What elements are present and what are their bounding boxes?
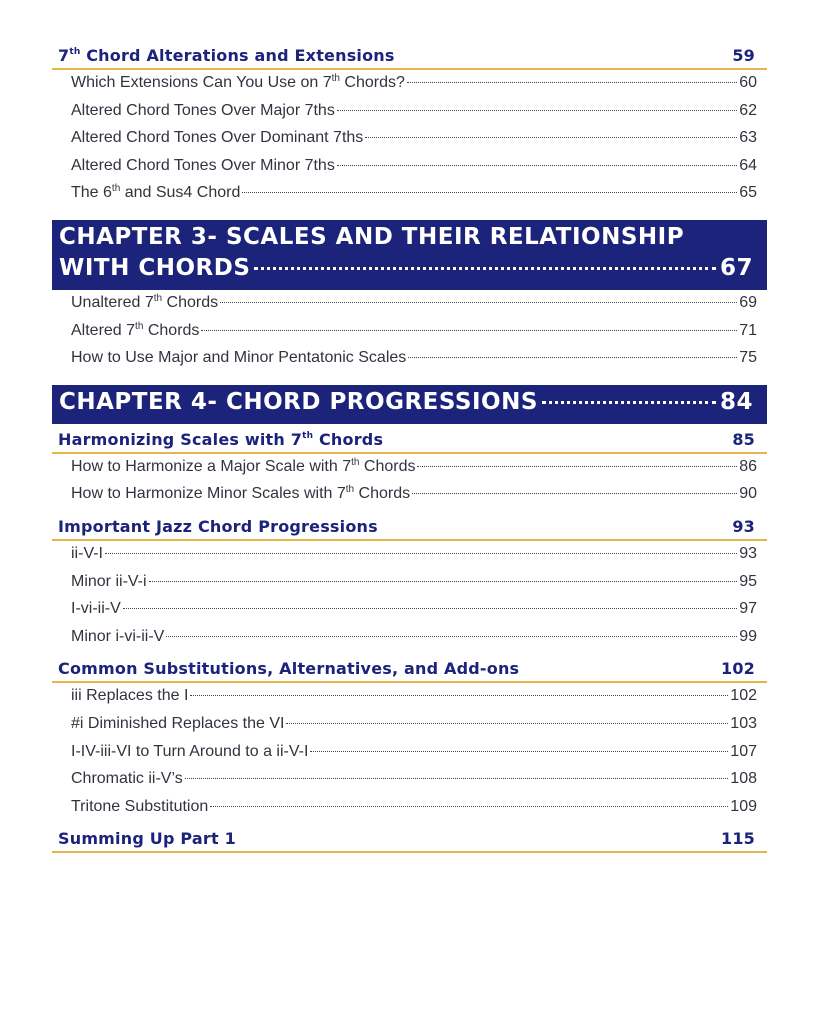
entry-title: How to Harmonize Minor Scales with 7th Chords [71, 484, 411, 503]
entry-page-number: 75 [739, 349, 757, 367]
entry-title: Altered Chord Tones Over Minor 7ths [71, 156, 335, 174]
section-page-number: 85 [732, 429, 755, 449]
entry-list [52, 454, 767, 515]
section-heading[interactable] [52, 515, 767, 541]
section-heading[interactable] [52, 428, 767, 454]
dot-leader [337, 165, 737, 166]
entry-page-number: 86 [739, 457, 757, 475]
entry-title: iii Replaces the I [71, 687, 189, 705]
dot-leader [286, 723, 728, 724]
toc-entry[interactable] [52, 485, 767, 513]
chapter-page-number: 84 [719, 388, 753, 415]
dot-leader [542, 401, 716, 404]
toc-entry[interactable] [52, 743, 767, 771]
entry-page-number: 99 [739, 627, 757, 645]
entry-title: I-vi-ii-V [71, 600, 121, 618]
chapter-title: CHAPTER 4- CHORD PROGRESSIONS [59, 388, 538, 415]
section-heading[interactable] [52, 44, 767, 70]
dot-leader [166, 636, 737, 637]
toc-entry[interactable] [52, 715, 767, 743]
entry-title: ii-V-I [71, 544, 103, 562]
dot-leader [310, 751, 728, 752]
toc-entry[interactable] [52, 102, 767, 130]
dot-leader [254, 267, 716, 270]
entry-page-number: 65 [739, 184, 757, 202]
entry-title: Minor i-vi-ii-V [71, 627, 165, 645]
section-title: Summing Up Part 1 [58, 829, 236, 849]
entry-page-number: 90 [739, 485, 757, 503]
section-title: Important Jazz Chord Progressions [58, 516, 378, 536]
entry-title: How to Harmonize a Major Scale with 7th Chords [71, 456, 416, 475]
entry-title: Chromatic ii-V’s [71, 770, 183, 788]
dot-leader [412, 493, 737, 494]
toc-entry[interactable] [52, 157, 767, 185]
dot-leader [210, 806, 728, 807]
entry-title: Minor ii-V-i [71, 572, 147, 590]
entry-page-number: 108 [730, 770, 757, 788]
entry-page-number: 64 [739, 156, 757, 174]
toc-entry[interactable] [52, 687, 767, 715]
section-page-number: 115 [721, 829, 755, 849]
dot-leader [417, 466, 737, 467]
entry-page-number: 109 [730, 797, 757, 815]
dot-leader [185, 778, 729, 779]
dot-leader [201, 330, 737, 331]
entry-title: The 6th and Sus4 Chord [71, 183, 241, 202]
dot-leader [149, 581, 738, 582]
section-heading[interactable] [52, 827, 767, 853]
section-page-number: 93 [732, 516, 755, 536]
toc-entry[interactable] [52, 184, 767, 212]
toc-entry[interactable] [52, 294, 767, 322]
toc-entry[interactable] [52, 600, 767, 628]
entry-page-number: 69 [739, 293, 757, 311]
toc-entry[interactable] [52, 770, 767, 798]
chapter-heading[interactable] [52, 385, 767, 424]
chapter-page-number: 67 [719, 254, 753, 281]
entry-page-number: 102 [730, 687, 757, 705]
toc-entry[interactable] [52, 458, 767, 486]
entry-title: Altered Chord Tones Over Major 7ths [71, 101, 335, 119]
dot-leader [337, 110, 737, 111]
entry-title: Tritone Substitution [71, 797, 209, 815]
toc-entry[interactable] [52, 129, 767, 157]
toc-entry[interactable] [52, 349, 767, 377]
entry-title: #i Diminished Replaces the VI [71, 714, 285, 732]
entry-title: I-IV-iii-VI to Turn Around to a ii-V-I [71, 742, 309, 760]
entry-title: Unaltered 7th Chords [71, 292, 219, 311]
dot-leader [105, 553, 737, 554]
entry-list [52, 290, 767, 379]
entry-page-number: 62 [739, 101, 757, 119]
entry-title: Which Extensions Can You Use on 7th Chords? [71, 73, 405, 91]
entry-page-number: 95 [739, 572, 757, 590]
entry-page-number: 103 [730, 714, 757, 732]
toc-entry[interactable] [52, 545, 767, 573]
dot-leader [220, 302, 737, 303]
entry-page-number: 107 [730, 742, 757, 760]
toc-entry[interactable] [52, 798, 767, 826]
dot-leader [123, 608, 737, 609]
toc-entry[interactable] [52, 573, 767, 601]
dot-leader [190, 695, 728, 696]
dot-leader [365, 137, 737, 138]
chapter-title-line-1: CHAPTER 3- SCALES AND THEIR RELATIONSHIP [59, 223, 685, 250]
section-page-number: 59 [732, 46, 755, 65]
chapter-heading[interactable] [52, 220, 767, 290]
section-heading[interactable] [52, 657, 767, 683]
entry-page-number: 63 [739, 129, 757, 147]
entry-title: Altered 7th Chords [71, 320, 200, 339]
dot-leader [407, 82, 737, 83]
chapter-title-line-2: WITH CHORDS [59, 254, 251, 281]
entry-title: How to Use Major and Minor Pentatonic Scales [71, 349, 407, 367]
section-title: Harmonizing Scales with 7th Chords [58, 429, 384, 449]
entry-page-number: 97 [739, 600, 757, 618]
entry-page-number: 71 [739, 321, 757, 339]
section-title: 7th Chord Alterations and Extensions [58, 46, 395, 65]
entry-list [52, 70, 767, 214]
entry-title: Altered Chord Tones Over Dominant 7ths [71, 129, 364, 147]
entry-page-number: 93 [739, 544, 757, 562]
dot-leader [242, 192, 737, 193]
entry-list [52, 683, 767, 827]
toc-entry[interactable] [52, 74, 767, 102]
table-of-contents [52, 44, 767, 853]
entry-list [52, 541, 767, 657]
toc-entry[interactable] [52, 322, 767, 350]
section-page-number: 102 [721, 659, 755, 679]
section-title: Common Substitutions, Alternatives, and Add-ons [58, 659, 520, 679]
toc-entry[interactable] [52, 628, 767, 656]
dot-leader [408, 357, 737, 358]
entry-page-number: 60 [739, 74, 757, 91]
